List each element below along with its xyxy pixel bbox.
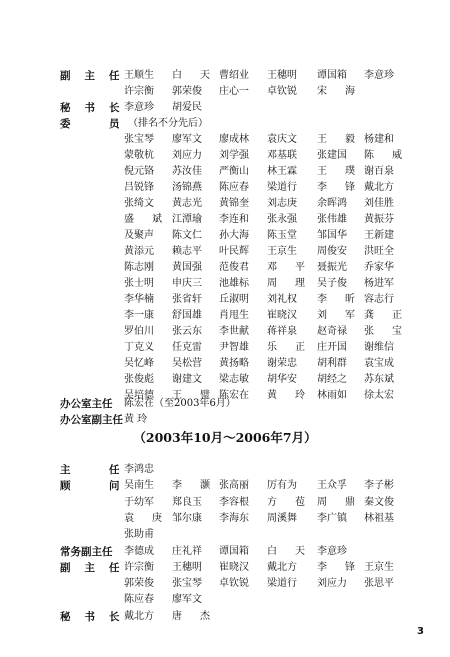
member-name: 丘淑明 xyxy=(219,294,249,305)
member-row xyxy=(0,180,450,196)
member-row xyxy=(0,372,450,388)
member-name: 张绮文 xyxy=(124,198,154,209)
member-name: 袁 庚 xyxy=(124,512,162,524)
member-name: 范俊君 xyxy=(219,262,249,273)
member-name: 谢百泉 xyxy=(364,166,394,177)
member-name: 丁克义 xyxy=(124,342,154,353)
role-label: 常务副主任 xyxy=(60,545,113,558)
member-name: 张建国 xyxy=(317,150,347,161)
member-name: 廖军文 xyxy=(172,594,202,606)
member-name: 李一康 xyxy=(124,310,154,321)
member-name: 李意珍 xyxy=(317,545,347,557)
member-name: 陈玉堂 xyxy=(267,230,297,241)
member-name: 许宗衡 xyxy=(124,86,154,97)
member-name: 白 天 xyxy=(172,70,210,81)
member-name: 郑良玉 xyxy=(172,496,202,508)
member-name: 卓钦锐 xyxy=(267,86,297,97)
member-row: 秘 书 长 戴北方 唐 杰 xyxy=(60,610,210,623)
member-row xyxy=(0,511,450,527)
member-name: 王京生 xyxy=(267,246,297,257)
office-deputy-value: 黄 玲 xyxy=(124,414,148,425)
member-name: 乐 正 xyxy=(267,342,305,353)
member-name: 李世献 xyxy=(219,326,249,337)
member-name: 林雨如 xyxy=(317,390,347,401)
member-name: 王 毅 xyxy=(317,134,355,145)
ranking-note: （排名不分先后） xyxy=(128,118,208,129)
office-deputy-row xyxy=(0,412,450,428)
member-name: 方 苞 xyxy=(267,496,305,508)
member-row xyxy=(0,84,450,100)
member-name: 李意珍 xyxy=(364,70,394,81)
member-name: 吴松营 xyxy=(172,358,202,369)
member-name: 李华楠 xyxy=(124,294,154,305)
member-name: 张 宝 xyxy=(364,326,402,337)
member-name: 王 璧 xyxy=(172,390,210,401)
member-name: 蒙敬杭 xyxy=(124,150,154,161)
member-name: 任克雷 xyxy=(172,342,202,353)
member-row xyxy=(0,148,450,164)
member-row xyxy=(0,527,450,543)
member-name: 赖志平 xyxy=(172,246,202,257)
member-name: 曹绍业 xyxy=(219,70,249,81)
member-name: 陈文仁 xyxy=(172,230,202,241)
member-name: 卓钦锐 xyxy=(219,578,249,590)
member-name: 周俊安 xyxy=(317,246,347,257)
member-name: 李 灏 xyxy=(172,480,210,492)
member-name: 尹智雄 xyxy=(219,342,249,353)
member-name: 张士明 xyxy=(124,278,154,289)
member-name: 庄开国 xyxy=(317,342,347,353)
member-name: 黄添元 xyxy=(124,246,154,257)
member-row xyxy=(0,276,450,292)
member-name: 李 锋 xyxy=(317,182,355,193)
member-name: 李广镇 xyxy=(317,512,347,524)
office-deputy-label: 办公室副主任 xyxy=(60,414,123,426)
member-name: 池雄标 xyxy=(219,278,249,289)
member-name: 胡爱民 xyxy=(172,102,202,113)
member-name: 刘佳胜 xyxy=(364,198,394,209)
member-name: 唐 杰 xyxy=(172,610,210,622)
member-name: 苏汝佳 xyxy=(172,166,202,177)
member-name: 谭国箱 xyxy=(317,70,347,81)
page-number: 3 xyxy=(417,626,424,637)
member-name: 许宗衡 xyxy=(124,561,154,573)
member-name: 张高丽 xyxy=(219,480,249,492)
member-name: 崔晓汉 xyxy=(267,310,297,321)
member-name: 黄 玲 xyxy=(267,390,305,401)
member-name: 李连和 xyxy=(219,214,249,225)
member-name: 龚 正 xyxy=(364,310,402,321)
member-name: 孙大海 xyxy=(219,230,249,241)
member-name: 杨建和 xyxy=(364,134,394,145)
member-name: 李意珍 xyxy=(124,102,154,113)
member-name: 吕锐锋 xyxy=(124,182,154,193)
member-row xyxy=(0,324,450,340)
member-name: 郭荣俊 xyxy=(124,578,154,590)
member-name: 王穗明 xyxy=(267,70,297,81)
member-name: 厉有为 xyxy=(267,480,297,492)
member-row xyxy=(0,164,450,180)
member-name: 周 理 xyxy=(267,278,305,289)
member-name: 叶民辉 xyxy=(219,246,249,257)
member-row xyxy=(0,244,450,260)
member-row xyxy=(0,212,450,228)
member-name: 黄国强 xyxy=(172,262,202,273)
member-row xyxy=(0,292,450,308)
member-name: 邓基联 xyxy=(267,150,297,161)
member-name: 庄心一 xyxy=(219,86,249,97)
member-name: 张永强 xyxy=(267,214,297,225)
member-row xyxy=(0,340,450,356)
member-name: 肖甩生 xyxy=(219,310,249,321)
member-row: 主 任 李鸿忠 xyxy=(60,464,154,476)
member-row xyxy=(0,308,450,324)
member-name: 张云东 xyxy=(172,326,202,337)
member-name: 蒋祥泉 xyxy=(267,326,297,337)
member-name: 王穗明 xyxy=(172,561,202,573)
member-name: 张宝琴 xyxy=(172,578,202,590)
member-name: 胡经之 xyxy=(317,374,347,385)
member-name: 张思平 xyxy=(364,578,394,590)
member-row xyxy=(0,592,450,608)
member-name: 郭荣俊 xyxy=(172,86,202,97)
member-name: 张宝琴 xyxy=(124,134,154,145)
member-name: 林王霖 xyxy=(267,166,297,177)
member-name: 容志行 xyxy=(364,294,394,305)
member-name: 张省轩 xyxy=(172,294,202,305)
member-name: 及聚声 xyxy=(124,230,154,241)
member-name: 秦文俊 xyxy=(364,496,394,508)
member-name: 申庆三 xyxy=(172,278,202,289)
office-director-value: 陈宏在（至2003年6月） xyxy=(124,398,236,409)
office-director-row xyxy=(0,396,450,412)
member-name: 廖成林 xyxy=(219,134,249,145)
member-name: 盛 斌 xyxy=(124,214,162,225)
member-name: 王京生 xyxy=(364,561,394,573)
member-name: 刘志庚 xyxy=(267,198,297,209)
member-name: 张俊彪 xyxy=(124,374,154,385)
member-name: 徐太宏 xyxy=(364,390,394,401)
member-name: 黄扬略 xyxy=(219,358,249,369)
member-name: 吴南生 xyxy=(124,480,154,492)
member-name: 梁志敏 xyxy=(219,374,249,385)
member-name: 余晖鸿 xyxy=(317,198,347,209)
member-name: 黄锦奎 xyxy=(219,198,249,209)
member-name: 洪旺全 xyxy=(364,246,394,257)
member-name: 倪元铬 xyxy=(124,166,154,177)
member-name: 李 锋 xyxy=(317,561,355,573)
member-name: 邹尔康 xyxy=(172,512,202,524)
member-name: 黄振芬 xyxy=(364,214,394,225)
member-name: 周溪舞 xyxy=(267,512,297,524)
member-name: 陈应春 xyxy=(219,182,249,193)
member-name: 梁道行 xyxy=(267,182,297,193)
member-row: 顾 问 吴南生 李 灏 张高丽 厉有为 王众孚 李子彬 xyxy=(60,480,394,493)
member-row xyxy=(0,495,450,511)
member-name: 乔家华 xyxy=(364,262,394,273)
member-name: 庄礼祥 xyxy=(172,545,202,557)
member-name: 谢荣忠 xyxy=(267,358,297,369)
member-name: 周 鼎 xyxy=(317,496,355,508)
member-name: 邹国华 xyxy=(317,230,347,241)
member-name: 舒国雄 xyxy=(172,310,202,321)
member-name: 陈应春 xyxy=(124,594,154,606)
member-name: 刘应力 xyxy=(317,578,347,590)
member-name: 李 昕 xyxy=(317,294,355,305)
member-name: 杨进军 xyxy=(364,278,394,289)
member-name: 刘礼权 xyxy=(267,294,297,305)
member-name: 袁宝成 xyxy=(364,358,394,369)
member-name: 陈宏在 xyxy=(219,390,249,401)
member-name: 李德成 xyxy=(124,545,154,557)
member-name: 陈志刚 xyxy=(124,262,154,273)
member-name: 邓 平 xyxy=(267,262,305,273)
member-name: 谢维信 xyxy=(364,342,394,353)
member-name: 刘应力 xyxy=(172,150,202,161)
member-name: 王新建 xyxy=(364,230,394,241)
member-name: 王 璞 xyxy=(317,166,355,177)
member-name: 黄志光 xyxy=(172,198,202,209)
period-title: （2003年10月～2006年7月） xyxy=(133,430,317,445)
member-name: 吴培德 xyxy=(124,390,154,401)
member-row xyxy=(0,260,450,276)
member-name: 梁道行 xyxy=(267,578,297,590)
member-name: 戴北方 xyxy=(364,182,394,193)
member-name: 戴北方 xyxy=(267,561,297,573)
member-name: 谭国箱 xyxy=(219,545,249,557)
member-row: 秘 书 长 李意珍 胡爱民 xyxy=(60,102,202,114)
member-name: 袁庆文 xyxy=(267,134,297,145)
member-name: 聂振光 xyxy=(317,262,347,273)
member-name: 张伟雄 xyxy=(317,214,347,225)
member-name: 汤锦燕 xyxy=(172,182,202,193)
member-name: 吴子俊 xyxy=(317,278,347,289)
member-name: 苏东斌 xyxy=(364,374,394,385)
member-name: 严衡山 xyxy=(219,166,249,177)
member-name: 陈 威 xyxy=(364,150,402,161)
office-director-label: 办公室主任 xyxy=(60,398,113,410)
member-name: 李鸿忠 xyxy=(124,464,154,475)
member-row xyxy=(0,356,450,372)
member-name: 王众孚 xyxy=(317,480,347,492)
member-name: 胡华安 xyxy=(267,374,297,385)
member-row: 副 主 任 许宗衡 王穗明 崔晓汉 戴北方 李 锋 王京生 xyxy=(60,561,394,574)
member-name: 张助甫 xyxy=(124,529,154,541)
member-row: 副 主 任 王顺生 白 天 曹绍业 王穗明 谭国箱 李意珍 xyxy=(60,70,394,82)
member-name: 江潭瑜 xyxy=(172,214,202,225)
member-name: 谢建文 xyxy=(172,374,202,385)
member-name: 吴忆峰 xyxy=(124,358,154,369)
member-name: 廖军文 xyxy=(172,134,202,145)
member-name: 刘 军 xyxy=(317,310,355,321)
member-row xyxy=(0,132,450,148)
member-name: 王顺生 xyxy=(124,70,154,81)
member-name: 罗伯川 xyxy=(124,326,154,337)
member-row: 委 员 （排名不分先后） xyxy=(60,118,208,130)
member-row xyxy=(0,228,450,244)
member-name: 李海东 xyxy=(219,512,249,524)
member-name: 刘学强 xyxy=(219,150,249,161)
member-name: 赵奇禄 xyxy=(317,326,347,337)
member-row xyxy=(0,544,450,560)
member-name: 李子彬 xyxy=(364,480,394,492)
member-name: 宋 海 xyxy=(317,86,355,97)
member-name: 戴北方 xyxy=(124,610,154,622)
member-name: 胡利群 xyxy=(317,358,347,369)
member-name: 崔晓汉 xyxy=(219,561,249,573)
member-name: 林祖基 xyxy=(364,512,394,524)
member-name: 白 天 xyxy=(267,545,305,557)
member-name: 李容根 xyxy=(219,496,249,508)
member-name: 于幼军 xyxy=(124,496,154,508)
member-row xyxy=(0,576,450,592)
member-row xyxy=(0,196,450,212)
